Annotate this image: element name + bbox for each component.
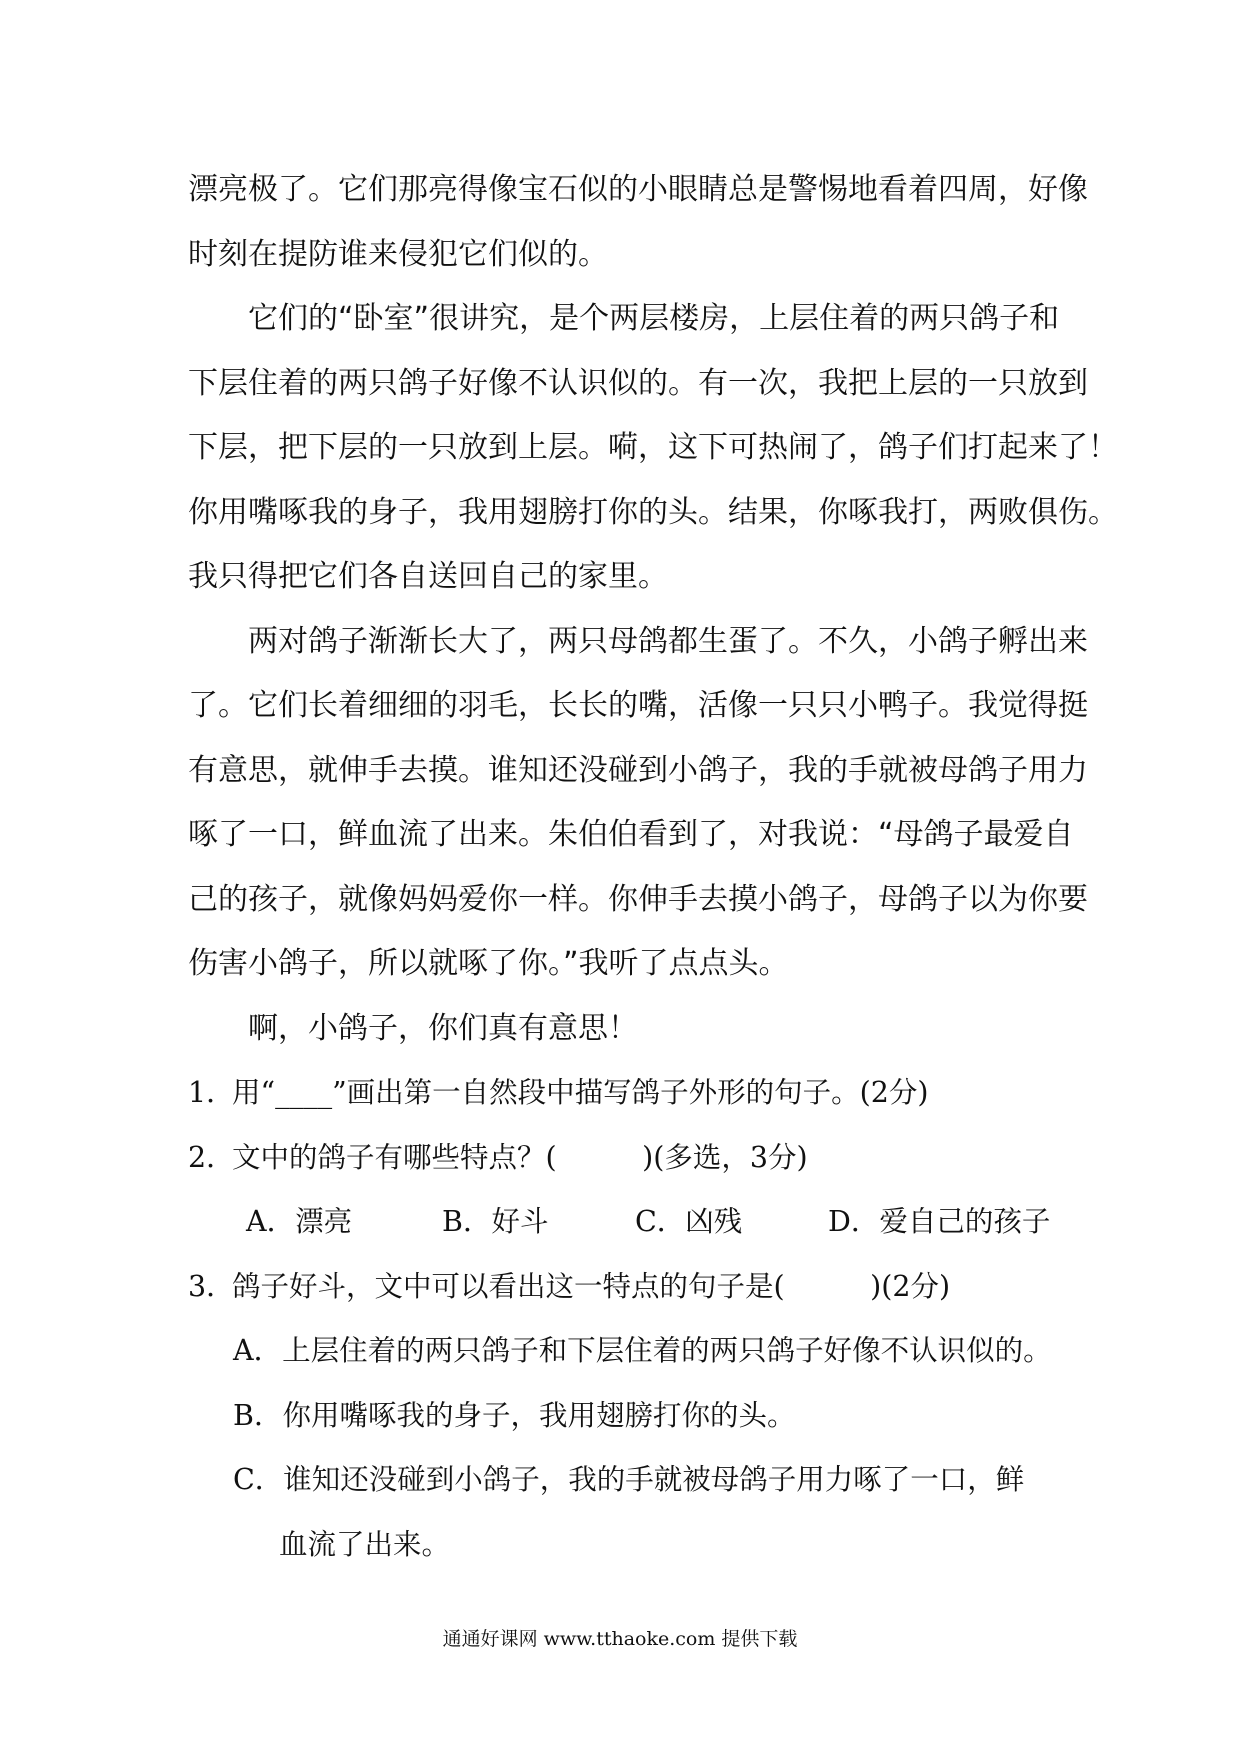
passage-line: 下层，把下层的一只放到上层。嗬，这下可热闹了，鸽子们打起来了！ — [188, 430, 1118, 465]
question-1 — [188, 1061, 1058, 1126]
document-content — [188, 158, 1118, 1577]
option-c: C．凶残 — [635, 1205, 743, 1238]
passage-line: 啄了一口，鲜血流了出来。朱伯伯看到了，对我说：“母鸽子最爱自 — [188, 817, 1074, 852]
option-c: C．谁知还没碰到小鸽子，我的手就被母鸽子用力啄了一口，鲜 — [233, 1463, 1025, 1496]
passage-line: 我只得把它们各自送回自己的家里。 — [188, 559, 668, 594]
reading-passage — [188, 158, 1118, 1061]
option-d: D．爱自己的孩子 — [828, 1205, 1051, 1238]
passage-line: 了。它们长着细细的羽毛，长长的嘴，活像一只只小鸭子。我觉得挺 — [188, 688, 1088, 723]
passage-line: 它们的“卧室”很讲究，是个两层楼房，上层住着的两只鸽子和 — [248, 301, 1060, 336]
passage-line: 己的孩子，就像妈妈爱你一样。你伸手去摸小鸽子，母鸽子以为你要 — [188, 881, 1088, 917]
question-3 — [188, 1255, 1058, 1578]
option-a: A．上层住着的两只鸽子和下层住着的两只鸽子好像不认识似的。 — [233, 1334, 1052, 1367]
option-row — [188, 1190, 1058, 1255]
option-a: A．漂亮 — [246, 1205, 353, 1238]
question-text: 鸽子好斗，文中可以看出这一特点的句子是( )(2分) — [232, 1269, 951, 1303]
question-number: 2． — [188, 1140, 235, 1174]
passage-line: 时刻在提防谁来侵犯它们似的。 — [188, 236, 608, 272]
option-b: B．你用嘴啄我的身子，我用翅膀打你的头。 — [233, 1398, 796, 1432]
passage-line: 下层住着的两只鸽子好像不认识似的。有一次，我把上层的一只放到 — [188, 365, 1088, 401]
passage-line: 伤害小鸽子，所以就啄了你。”我听了点点头。 — [188, 946, 789, 981]
page-footer: 通通好课网 www.tthaoke.com 提供下载 — [442, 1628, 798, 1650]
option-b: B．好斗 — [442, 1205, 549, 1238]
passage-line: 有意思，就伸手去摸。谁知还没碰到小鸽子，我的手就被母鸽子用力 — [188, 752, 1088, 788]
passage-line: 漂亮极了。它们那亮得像宝石似的小眼睛总是警惕地看着四周，好像 — [188, 172, 1088, 207]
passage-line: 两对鸽子渐渐长大了，两只母鸽都生蛋了。不久，小鸽子孵出来 — [248, 623, 1088, 659]
question-text: 用“____”画出第一自然段中描写鸽子外形的句子。(2分) — [232, 1076, 929, 1109]
question-text: 文中的鸽子有哪些特点？( )(多选，3分) — [232, 1140, 808, 1174]
question-number: 3． — [188, 1269, 235, 1303]
passage-line: 啊，小鸽子，你们真有意思！ — [248, 1010, 638, 1046]
passage-line: 你用嘴啄我的身子，我用翅膀打你的头。结果，你啄我打，两败俱伤。 — [188, 494, 1118, 530]
question-2 — [188, 1126, 1058, 1255]
question-number: 1． — [188, 1076, 235, 1109]
option-c-continued: 血流了出来。 — [279, 1527, 451, 1561]
